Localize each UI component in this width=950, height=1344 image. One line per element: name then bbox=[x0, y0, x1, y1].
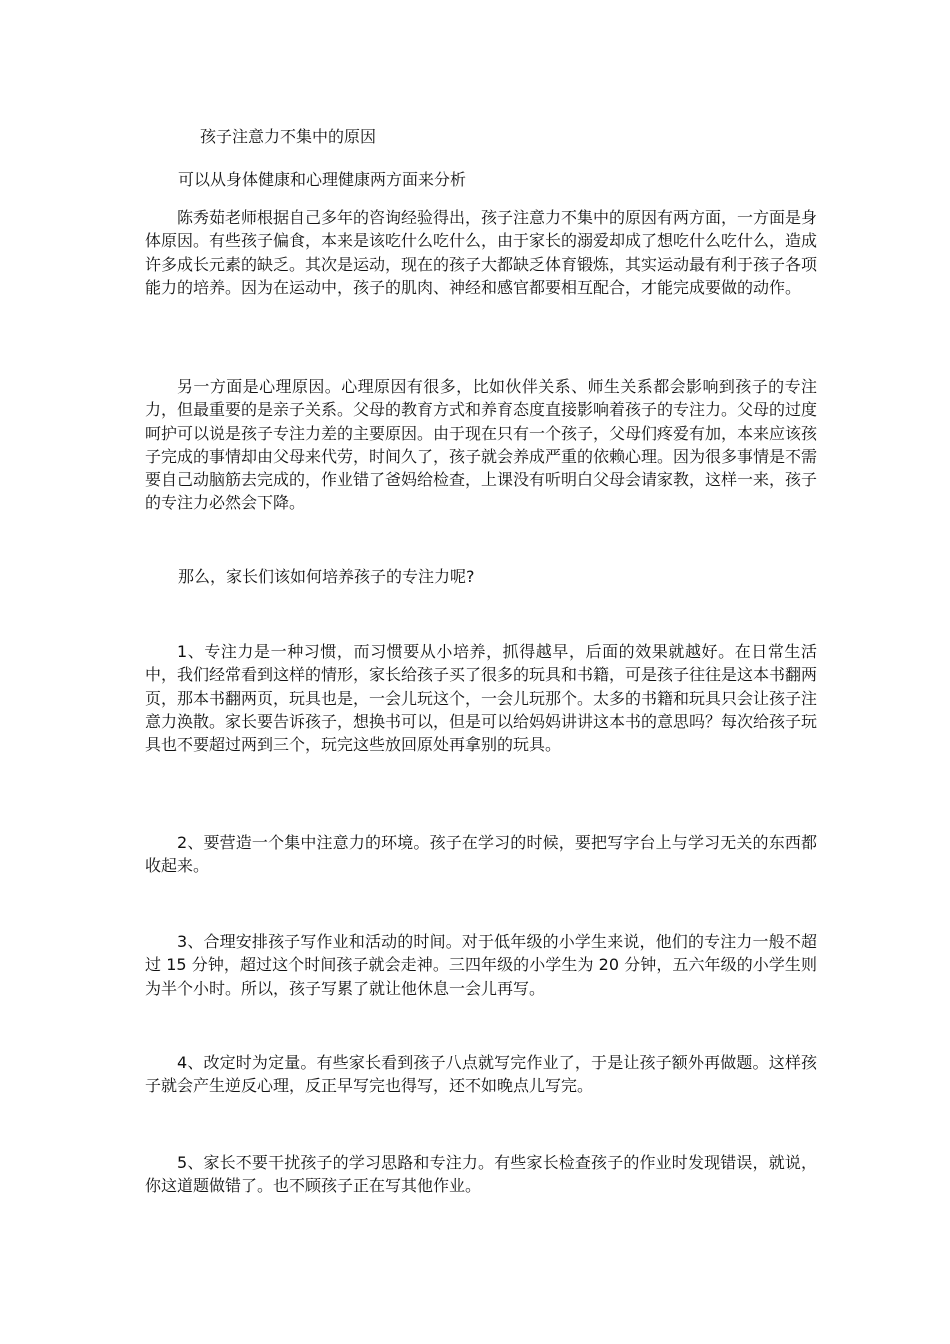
tip-3: 3、合理安排孩子写作业和活动的时间。对于低年级的小学生来说，他们的专注力一般不超过 15 分钟，超过这个时间孩子就会走神。三四年级的小学生为 20 分钟，五六年级的小学生则为半个小时。所以，孩子写累了就让他休息一会儿再写。 bbox=[145, 932, 817, 998]
tip-1: 1、专注力是一种习惯，而习惯要从小培养，抓得越早，后面的效果就越好。在日常生活中，我们经常看到这样的情形，家长给孩子买了很多的玩具和书籍，可是孩子往往是这本书翻两页，那本书翻两页，玩具也是，一会儿玩这个，一会儿玩那个。太多的书籍和玩具只会让孩子注意力涣散。家长要告诉孩子，想换书可以，但是可以给妈妈讲讲这本书的意思吗？每次给孩子玩具也不要超过两到三个，玩完这些放回原处再拿别的玩具。 bbox=[145, 642, 818, 755]
document-subtitle: 可以从身体健康和心理健康两方面来分析 bbox=[178, 170, 467, 189]
tip-4: 4、改定时为定量。有些家长看到孩子八点就写完作业了，于是让孩子额外再做题。这样孩子就会产生逆反心理，反正早写完也得写，还不如晚点儿写完。 bbox=[145, 1053, 817, 1096]
tip-2: 2、要营造一个集中注意力的环境。孩子在学习的时候，要把写字台上与学习无关的东西都收起来。 bbox=[145, 833, 817, 876]
tip-5: 5、家长不要干扰孩子的学习思路和专注力。有些家长检查孩子的作业时发现错误，就说，你这道题做错了。也不顾孩子正在写其他作业。 bbox=[145, 1153, 817, 1196]
document-title: 孩子注意力不集中的原因 bbox=[200, 127, 377, 146]
paragraph-physical-causes: 陈秀茹老师根据自己多年的咨询经验得出，孩子注意力不集中的原因有两方面，一方面是身体原因。有些孩子偏食，本来是该吃什么吃什么，由于家长的溺爱却成了想吃什么吃什么，造成许多成长元素的缺乏。其次是运动，现在的孩子大都缺乏体育锻炼，其实运动最有利于孩子各项能力的培养。因为在运动中，孩子的肌肉、神经和感官都要相互配合，才能完成要做的动作。 bbox=[145, 208, 818, 297]
paragraph-psychological-causes: 另一方面是心理原因。心理原因有很多，比如伙伴关系、师生关系都会影响到孩子的专注力，但最重要的是亲子关系。父母的教育方式和养育态度直接影响着孩子的专注力。父母的过度呵护可以说是孩子专注力差的主要原因。由于现在只有一个孩子，父母们疼爱有加，本来应该孩子完成的事情却由父母来代劳，时间久了，孩子就会养成严重的依赖心理。因为很多事情是不需要自己动脑筋去完成的，作业错了爸妈给检查，上课没有听明白父母会请家教，这样一来，孩子的专注力必然会下降。 bbox=[145, 377, 818, 513]
paragraph-question: 那么，家长们该如何培养孩子的专注力呢? bbox=[178, 567, 475, 586]
